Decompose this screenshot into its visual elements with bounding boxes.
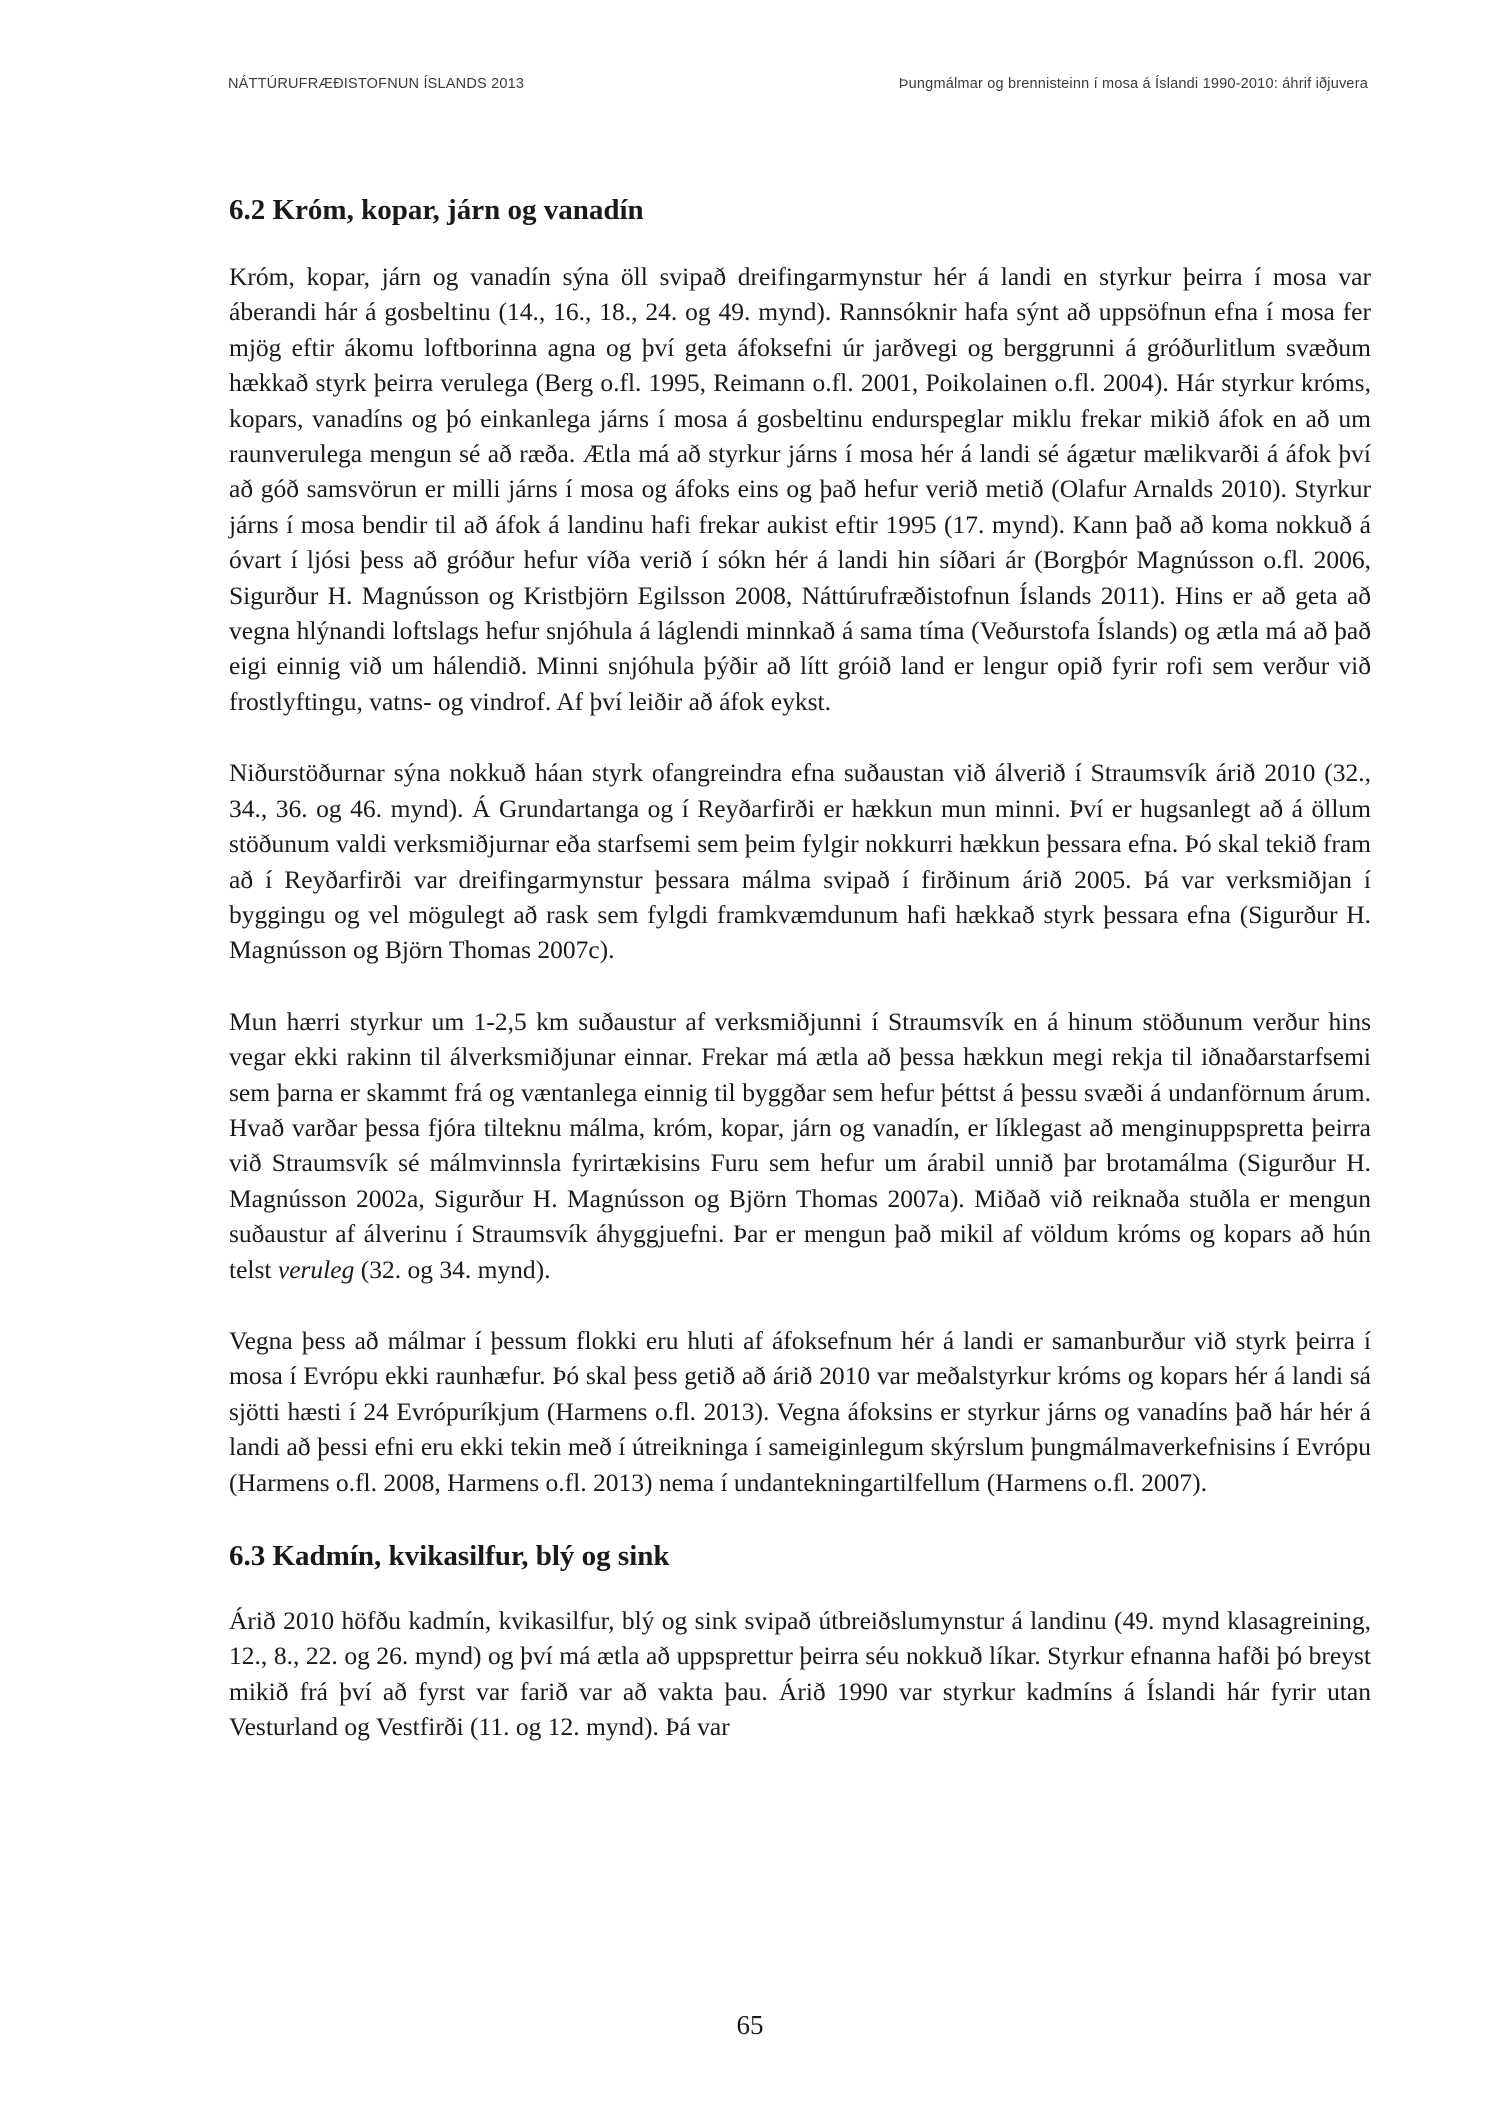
header-report-title: Þungmálmar og brennisteinn í mosa á Íslandi 1990-2010: áhrif iðjuvera xyxy=(898,76,1368,92)
section-heading-6-3: 6.3 Kadmín, kvikasilfur, blý og sink xyxy=(229,1540,670,1572)
paragraph-text: (32. og 34. mynd). xyxy=(354,1254,551,1284)
page-number: 65 xyxy=(736,2010,764,2040)
paragraph: Niðurstöðurnar sýna nokkuð háan styrk ofangreindra efna suðaustan við álverið í Straumsvík árið 2010 (32., 34., 36. og 46. mynd). Á Grundartanga og í Reyðarfirði er hækkun mun minni. Því er hugsanlegt að á öllum stöðunum valdi verksmiðjurnar eða starfsemi sem þeim fylgir nokkurri hækkun þessara efna. Þó skal tekið fram að í Reyðarfirði var dreifingarmynstur þessara málma svipað í firðinum árið 2005. Þá var verksmiðjan í byggingu og vel mögulegt að rask sem fylgdi framkvæmdunum hafi hækkað styrk þessara efna (Sigurður H. Magnússon og Björn Thomas 2007c). xyxy=(229,758,1371,965)
emphasis-text: veruleg xyxy=(277,1254,355,1284)
paragraph-text: Mun hærri styrkur um 1-2,5 km suðaustur af verksmiðjunni í Straumsvík en á hinum stöðunum verður hins vegar ekki rakinn til álverksmiðjunar einnar. Frekar má ætla að þessa hækkun megi rekja til iðnaðarstarfsemi sem þarna er skammt frá og væntanlega einnig til byggðar sem hefur þéttst á þessu svæði á undanförnum árum. Hvað varðar þessa fjóra tilteknu málma, króm, kopar, járn og vanadín, er líklegast að menginuppspretta þeirra við Straumsvík sé málmvinnsla fyrirtækisins Furu sem hefur um árabil unnið þar brotamálma (Sigurður H. Magnússon 2002a, Sigurður H. Magnússon og Björn Thomas 2007a). Miðað við reiknaða stuðla er mengun suðaustur af álverinu í Straumsvík áhyggjuefni. Þar er mengun það mikil af völdum króms og kopars að hún telst xyxy=(229,1006,1371,1284)
running-header xyxy=(228,76,1368,96)
section-heading-6-2: 6.2 Króm, kopar, járn og vanadín xyxy=(229,194,644,226)
paragraph xyxy=(229,1004,1371,1287)
header-publisher: NÁTTÚRUFRÆÐISTOFNUN ÍSLANDS 2013 xyxy=(228,76,525,92)
paragraph: Króm, kopar, járn og vanadín sýna öll svipað dreifingarmynstur hér á landi en styrkur þeirra í mosa var áberandi hár á gosbeltinu (14., 16., 18., 24. og 49. mynd). Rannsóknir hafa sýnt að uppsöfnun efna í mosa fer mjög eftir ákomu loftborinna agna og því geta áfoksefni úr jarðvegi og berggrunni á gróðurlitlum svæðum hækkað styrk þeirra verulega (Berg o.fl. 1995, Reimann o.fl. 2001, Poikolainen o.fl. 2004). Hár styrkur króms, kopars, vanadíns og þó einkanlega járns í mosa á gosbeltinu endurspeglar miklu frekar mikið áfok en að um raunverulega mengun sé að ræða. Ætla má að styrkur járns í mosa hér á landi sé ágætur mælikvarði á áfok því að góð samsvörun er milli járns í mosa og áfoks eins og það hefur verið metið (Olafur Arnalds 2010). Styrkur járns í mosa bendir til að áfok á landinu hafi frekar aukist eftir 1995 (17. mynd). Kann það að koma nokkuð á óvart í ljósi þess að gróður hefur víða verið í sókn hér á landi hin síðari ár (Borgþór Magnússon o.fl. 2006, Sigurður H. Magnússon og Kristbjörn Egilsson 2008, Náttúrufræðistofnun Íslands 2011). Hins er að geta að vegna hlýnandi loftslags hefur snjóhula á láglendi minnkað á sama tíma (Veðurstofa Íslands) og ætla má að það eigi einnig við um hálendið. Minni snjóhula þýðir að lítt gróið land er lengur opið fyrir rofi sem verður við frostlyftingu, vatns- og vindrof. Af því leiðir að áfok eykst. xyxy=(229,262,1371,716)
page-body xyxy=(229,190,1371,1745)
paragraph: Árið 2010 höfðu kadmín, kvikasilfur, blý og sink svipað útbreiðslumynstur á landinu (49. mynd klasagreining, 12., 8., 22. og 26. mynd) og því má ætla að uppsprettur þeirra séu nokkuð líkar. Styrkur efnanna hafði þó breyst mikið frá því að fyrst var farið var að vakta þau. Árið 1990 var styrkur kadmíns á Íslandi hár fyrir utan Vesturland og Vestfirði (11. og 12. mynd). Þá var xyxy=(229,1606,1371,1742)
paragraph: Vegna þess að málmar í þessum flokki eru hluti af áfoksefnum hér á landi er samanburður við styrk þeirra í mosa í Evrópu ekki raunhæfur. Þó skal þess getið að árið 2010 var meðalstyrkur króms og kopars hér á landi sá sjötti hæsti í 24 Evrópuríkjum (Harmens o.fl. 2013). Vegna áfoksins er styrkur járns og vanadíns það hár hér á landi að þessi efni eru ekki tekin með í útreikninga í sameiginlegum skýrslum þungmálmaverkefnisins í Evrópu (Harmens o.fl. 2008, Harmens o.fl. 2013) nema í undantekningartilfellum (Harmens o.fl. 2007). xyxy=(229,1325,1371,1497)
